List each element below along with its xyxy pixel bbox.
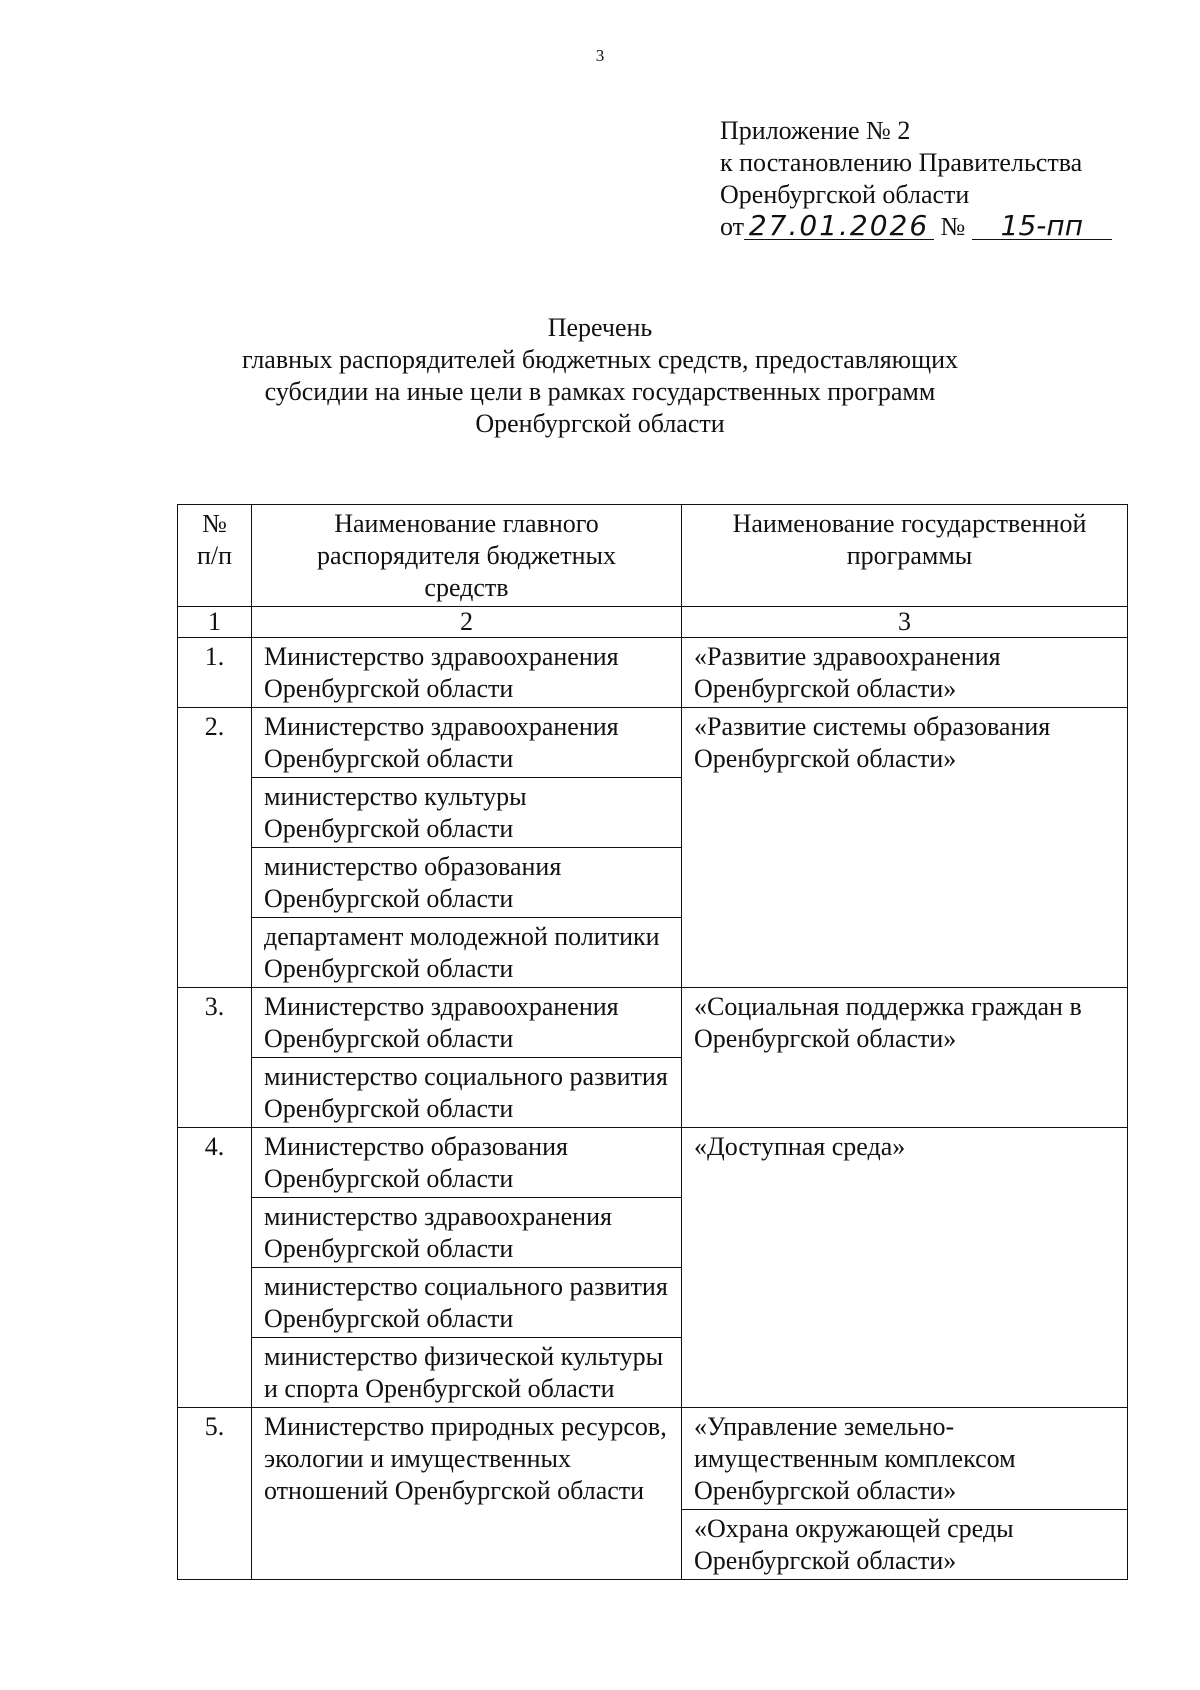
distributor-cell: министерство культуры Оренбургской области <box>252 778 682 848</box>
header-number <box>178 505 252 607</box>
row-number: 4. <box>178 1128 252 1408</box>
table-row <box>178 708 1128 778</box>
title-line-4: Оренбургской области <box>475 409 725 438</box>
row-number: 5. <box>178 1408 252 1580</box>
document-title <box>0 312 1200 440</box>
distributor-cell: Министерство здравоохранения Оренбургской области <box>252 988 682 1058</box>
program-cell: «Охрана окружающей среды Оренбургской области» <box>682 1510 1128 1580</box>
table-row <box>178 638 1128 708</box>
distributor-cell: министерство социального развития Оренбургской области <box>252 1058 682 1128</box>
header-program: Наименование государственной программы <box>682 505 1128 607</box>
distributor-cell: Министерство здравоохранения Оренбургской области <box>252 638 682 708</box>
title-line-1: Перечень <box>547 313 653 342</box>
table-header-row <box>178 505 1128 607</box>
appendix-date-line <box>720 211 1112 243</box>
number-prefix: № <box>940 212 966 241</box>
title-line-2: главных распорядителей бюджетных средств, предоставляющих <box>241 345 959 374</box>
distributor-cell: министерство физической культуры и спорта Оренбургской области <box>252 1338 682 1408</box>
program-cell: «Социальная поддержка граждан в Оренбургской области» <box>682 988 1128 1128</box>
date-prefix: от <box>720 212 745 241</box>
row-number: 2. <box>178 708 252 988</box>
distributor-cell: Министерство природных ресурсов, экологии и имущественных отношений Оренбургской области <box>252 1408 682 1580</box>
column-number-1: 1 <box>178 607 252 638</box>
appendix-line-2: к постановлению Правительства <box>720 148 1083 177</box>
distributor-cell: министерство здравоохранения Оренбургской области <box>252 1198 682 1268</box>
distributor-cell: Министерство здравоохранения Оренбургской области <box>252 708 682 778</box>
appendix-block <box>720 115 1112 243</box>
page-number: 3 <box>595 46 605 65</box>
distributors-table <box>177 504 1128 1580</box>
header-number-text: № п/п <box>196 509 233 570</box>
column-number-3: 3 <box>682 607 1128 638</box>
row-number: 3. <box>178 988 252 1128</box>
handwritten-number: 15-пп <box>972 213 1112 240</box>
distributor-cell: департамент молодежной политики Оренбургской области <box>252 918 682 988</box>
distributor-cell: Министерство образования Оренбургской области <box>252 1128 682 1198</box>
appendix-line-3: Оренбургской области <box>720 180 970 209</box>
handwritten-date: 27.01.2026 <box>744 213 934 240</box>
row-number: 1. <box>178 638 252 708</box>
program-cell: «Развитие системы образования Оренбургской области» <box>682 708 1128 988</box>
table-row <box>178 1128 1128 1198</box>
column-number-2: 2 <box>252 607 682 638</box>
program-cell: «Развитие здравоохранения Оренбургской области» <box>682 638 1128 708</box>
program-cell: «Управление земельно-имущественным комплексом Оренбургской области» <box>682 1408 1128 1510</box>
table-row <box>178 988 1128 1058</box>
distributor-cell: министерство социального развития Оренбургской области <box>252 1268 682 1338</box>
header-distributor: Наименование главного распорядителя бюджетных средств <box>252 505 682 607</box>
title-line-3: субсидии на иные цели в рамках государственных программ <box>264 377 936 406</box>
table-row <box>178 1408 1128 1510</box>
column-numbers-row <box>178 607 1128 638</box>
distributor-cell: министерство образования Оренбургской области <box>252 848 682 918</box>
program-cell: «Доступная среда» <box>682 1128 1128 1408</box>
appendix-line-1: Приложение № 2 <box>720 116 911 145</box>
